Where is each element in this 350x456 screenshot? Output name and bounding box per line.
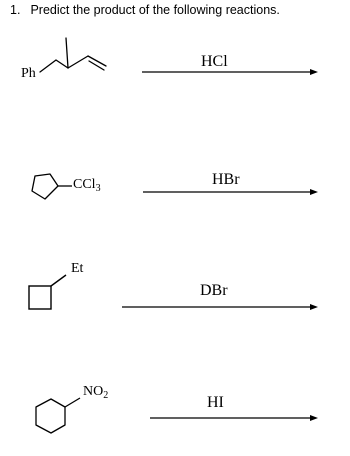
reaction-2-reagent: HBr [212,171,240,188]
question-number: 1. [10,3,21,17]
reaction-2-substituent-text: CCl [73,177,96,192]
reaction-3-substituent-label: Et [71,261,84,276]
reaction-4-substituent-subscript: 2 [103,390,109,401]
reaction-2-substituent-subscript: 3 [95,183,101,194]
reaction-1-substituent-label: Ph [21,66,36,81]
reaction-3-reagent: DBr [200,282,228,299]
reaction-4-reagent: HI [207,394,224,411]
reaction-1-reagent: HCl [201,53,228,70]
question-text: Predict the product of the following reactions. [30,3,280,17]
reaction-4-substituent-text: NO [83,384,104,399]
